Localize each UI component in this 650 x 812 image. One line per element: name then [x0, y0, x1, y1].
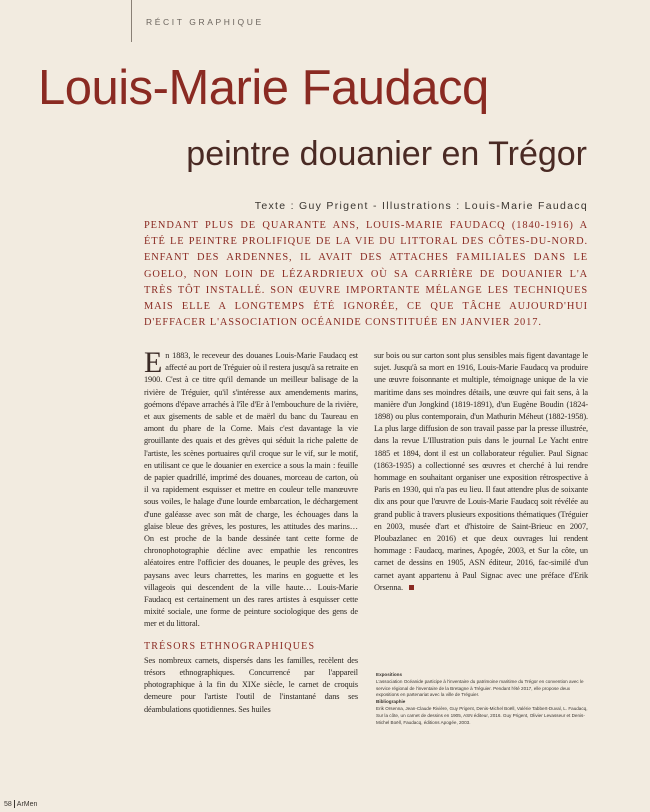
bibliography-label: Bibliographie: [376, 699, 406, 705]
body-column-2: [374, 350, 588, 594]
end-mark-icon: [409, 585, 414, 590]
body-column-1: [144, 346, 358, 716]
paragraph-text: n 1883, le receveur des douanes Louis-Marie Faudacq est affecté au port de Tréguier où il restera jusqu'à sa retraite en 1900. C'est à ce titre qu'il demande un meilleur balisage de la rivière de Tréguier, qu'il s'intéresse aux amendements marins, goémons d'épave arrachés à l'île d'Er à l'embouchure de la rivière, et aux gisements de sable et de maërl du banc du Taureau en amont du phare de la Corne. Mais c'est davantage la vie grouillante des quais et des grèves qui séduit la riche palette de l'artiste, les scènes portuaires qu'il croque sur le vif, sur le motif, en utilisant ce que le douanier en exercice a sous la main : feuille de papier quadrillé, imprimé des douanes, morceau de carton, où il va rapidement esquisser et mettre en couleur telle manœuvre sous voiles, le halage d'une lourde embarcation, le déchargement d'une galéasse avec son mât de charge, les échouages dans la glaise bleue des grèves, les postures, les attitudes des marins… On est proche de la bande dessinée tant cette forme de chronophotographie décline avec empathie les rencontres aléatoires entre l'officier des douanes, le peuple des grèves, les paysans avec leurs charrettes, les marins en goguette et les villageois qui descendent de la ville haute… Louis-Marie Faudacq est certainement un des rares artistes à esquisser cette mixité sociale, une forme de peinture sociologique des gens de mer et du littoral.: [144, 351, 358, 629]
article-lead: PENDANT PLUS DE QUARANTE ANS, LOUIS-MARIE FAUDACQ (1840-1916) A ÉTÉ LE PEINTRE PROLIFIQUE DE LA VIE DU LITTORAL DES CÔTES-DU-NORD. ENFANT DES ARDENNES, IL AVAIT DES ATTACHES FAMILIALES DANS LE GOELO, NON LOIN DE LÉZARDRIEUX OÙ SA CARRIÈRE DE DOUANIER L'A TRÈS TÔT INSTALLÉ. SON ŒUVRE IMPORTANTE MÉLANGE LES TECHNIQUES MAIS ELLE A LONGTEMPS ÉTÉ IGNORÉE, CE QUE TÂCHE AUJOURD'HUI D'EFFACER L'ASSOCIATION OCÉANIDE CONSTITUÉE EN JANVIER 2017.: [144, 220, 588, 329]
expositions-label: Expositions: [376, 672, 403, 677]
body-paragraph: [374, 350, 588, 594]
magazine-name: ArMen: [16, 800, 38, 808]
article-title: Louis-Marie Faudacq: [38, 61, 489, 115]
body-paragraph: Ses nombreux carnets, dispersés dans les familles, recèlent des trésors ethnographiques. Concurrencé par l'appareil photographique à la fin du XIXe siècle, le carnet de croquis demeure pour l'artiste l'outil de l'instantané dans ses déambulations quotidiennes. Ses huiles: [144, 655, 358, 714]
sources-box: [376, 672, 588, 726]
section-subhead: TRÉSORS ETHNOGRAPHIQUES: [144, 640, 316, 652]
expositions-text: L'association Océanide participe à l'inventaire du patrimoine maritime du Trégor en convention avec le service régional de l'inventaire de la Bretagne à Tréguier. Pendant l'été 2017, elle propose deux expositions en partenariat avec la ville de Tréguier.: [376, 678, 584, 698]
bibliography-text: Erik Orsenna, Jean-Claude Rivière, Guy Prigent, Denis-Michel Boëll, Valérie Tabbert-Duval, L. Faudacq, Sur la côte, un carnet de dessins en 1905, ASN éditeur, 2016. Guy Prigent, Olivier Levasseur et Denis-Michel Boëll, Faudacq, éditions Apogée, 2003.: [376, 705, 588, 725]
header-rule: [131, 0, 132, 42]
paragraph-text: sur bois ou sur carton sont plus sensibles mais figent davantage le sujet. Jusqu'à sa mort en 1916, Louis-Marie Faudacq va produire une œuvre foisonnante et multiple, témoignage unique de la vie maritime dans ses moindres détails, une œuvre qui fait sens, à la manière d'un Jongkind (1819-1891), d'un Eugène Boudin (1824-1898) ou plus contemporain, d'un Mathurin Méheut (1882-1958). La plus large diffusion de son travail passe par la presse illustrée, dans la revue L'Illustration puis dans le journal Le Yacht entre 1885 et 1894, dont il est un collaborateur régulier. Paul Signac (1863-1935) a collectionné ses œuvres et cherché à lui rendre hommage en souhaitant organiser une exposition rétrospective à Paris en 1930, qui n'a pas eu lieu. Il faut attendre plus de soixante dix ans pour que l'œuvre de Louis-Marie Faudacq soit révélée au grand public à travers plusieurs expositions thématiques (Tréguier en 2003, musée d'art et d'histoire de Saint-Brieuc en 2007, Ploubazlanec en 2016) et que deux ouvrages lui rendent hommage : Faudacq, marines, Apogée, 2003, et Sur la côte, un carnet de dessins en 1905, ASN éditeur, 2016, fac-similé d'un carnet ayant appartenu à Paul Signac avec une préface d'Erik Orsenna.: [374, 351, 588, 592]
article-subtitle: peintre douanier en Trégor: [186, 135, 587, 173]
footer-divider: [14, 800, 15, 808]
body-paragraph: [144, 346, 358, 631]
page-footer: [4, 800, 37, 808]
article-credits: Texte : Guy Prigent - Illustrations : Louis-Marie Faudacq: [254, 200, 588, 212]
section-label: RÉCIT GRAPHIQUE: [146, 17, 264, 27]
page-number: 58: [4, 800, 12, 808]
drop-cap: E: [144, 346, 163, 379]
